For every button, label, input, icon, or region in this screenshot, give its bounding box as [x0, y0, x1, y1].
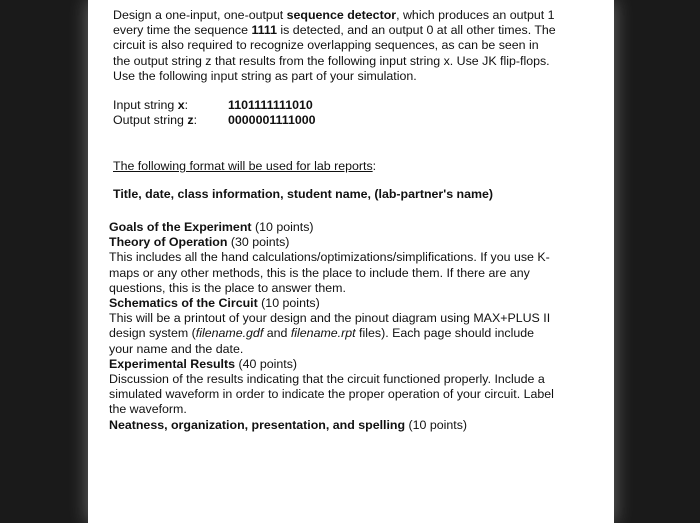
string-values — [228, 98, 316, 128]
input-string-value: 1101111111010 — [228, 98, 313, 112]
intro-line-1: Design a one-input, one-output sequence detector, which produces an output 1 — [113, 8, 555, 22]
schematics-text-2: design system (filename.gdf and filename.rpt files). Each page should include — [109, 326, 534, 341]
results-text-2: simulated waveform in order to indicate the proper operation of your circuit. Label — [109, 387, 554, 402]
intro-line-3: circuit is also required to recognize overlapping sequences, as can be seen in — [113, 38, 539, 53]
output-string-value: 0000001111000 — [228, 113, 316, 128]
theory-text-2: maps or any other methods, this is the place to include them. If there are any — [109, 265, 530, 280]
document-page — [88, 0, 614, 523]
report-sections — [109, 220, 554, 433]
theory-heading: Theory of Operation (30 points) — [109, 235, 290, 250]
schematics-text-3: your name and the date. — [109, 341, 244, 356]
results-heading: Experimental Results (40 points) — [109, 356, 298, 371]
input-string-label: Input string x: — [113, 98, 189, 112]
intro-line-2: every time the sequence 1111 is detected, and an output 0 at all other times. The — [113, 23, 556, 38]
format-heading: The following format will be used for lab reports: — [113, 159, 377, 173]
theory-text-1: This includes all the hand calculations/optimizations/simplifications. If you use K- — [109, 250, 550, 265]
goals-heading: Goals of the Experiment (10 points) — [109, 220, 314, 234]
intro-line-5: Use the following input string as part of your simulation. — [113, 68, 417, 83]
intro-line-4: the output string z that results from the following input string x. Use JK flip-flops. — [113, 53, 550, 68]
results-text-1: Discussion of the results indicating that the circuit functioned properly. Include a — [109, 372, 545, 387]
results-text-3: the waveform. — [109, 402, 187, 417]
output-string-label: Output string z: — [113, 113, 198, 128]
theory-text-3: questions, this is the place to answer them. — [109, 280, 346, 295]
string-labels — [113, 98, 197, 128]
intro-paragraph — [113, 8, 556, 84]
schematics-heading: Schematics of the Circuit (10 points) — [109, 296, 320, 311]
schematics-text-1: This will be a printout of your design and the pinout diagram using MAX+PLUS II — [109, 311, 551, 326]
neatness-heading: Neatness, organization, presentation, and spelling (10 points) — [109, 417, 468, 432]
title-line: Title, date, class information, student name, (lab-partner's name) — [113, 187, 494, 201]
